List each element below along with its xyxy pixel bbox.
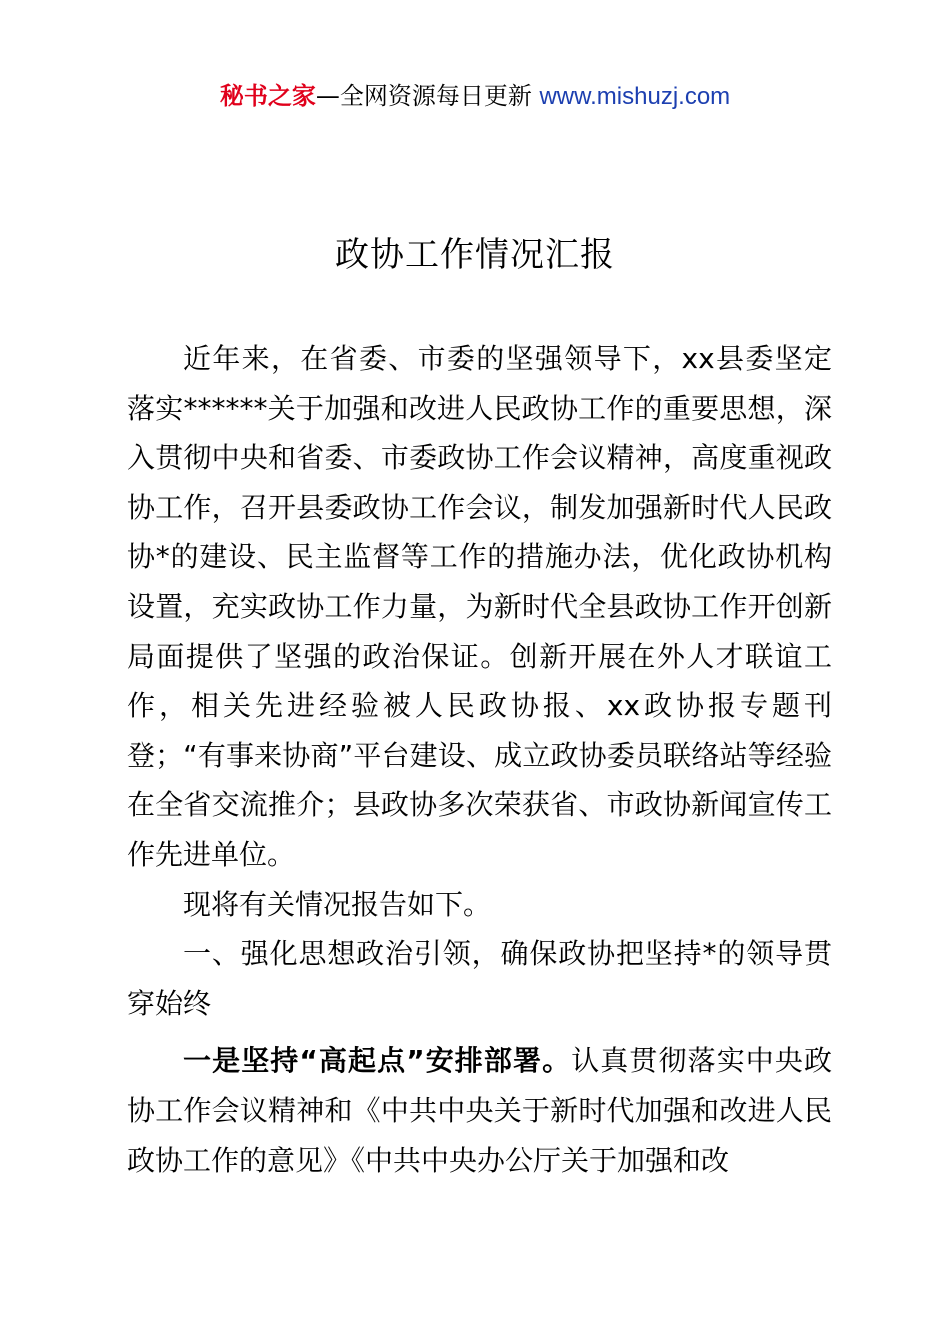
site-tagline: —全网资源每日更新 <box>315 82 540 110</box>
section-heading: 一、强化思想政治引领，确保政协把坚持*的领导贯穿始终 <box>127 937 832 1020</box>
document-title: 政协工作情况汇报 <box>335 235 615 275</box>
section-lead-text: 认真贯彻落实中央政协工作会议精神和《中共中央关于新时代加强和改进人民政协工作的意见》《中共中央办公厅关于加强和改 <box>127 1044 832 1177</box>
section-lead-bold: 一是坚持“高起点”安排部署。 <box>183 1044 572 1078</box>
section-paragraph <box>127 1036 832 1185</box>
site-url-link[interactable]: www.mishuzj.com <box>539 83 731 110</box>
intro-paragraph: 近年来，在省委、市委的坚强领导下，xx县委坚定落实******关于加强和改进人民政协工作的重要思想，深入贯彻中央和省委、市委政协工作会议精神，高度重视政协工作，召开县委政协工作会议，制发加强新时代人民政协*的建设、民主监督等工作的措施办法，优化政协机构设置，充实政协工作力量，为新时代全县政协工作开创新局面提供了坚强的政治保证。创新开展在外人才联谊工作，相关先进经验被人民政协报、xx政协报专题刊登；“有事来协商”平台建设、成立政协委员联络站等经验在全省交流推介；县政协多次荣获省、市政协新闻宣传工作先进单位。 <box>127 342 832 871</box>
document-body <box>127 334 832 1185</box>
site-header <box>0 78 950 115</box>
report-intro-paragraph: 现将有关情况报告如下。 <box>183 887 492 921</box>
site-brand: 秘书之家 <box>219 82 316 110</box>
